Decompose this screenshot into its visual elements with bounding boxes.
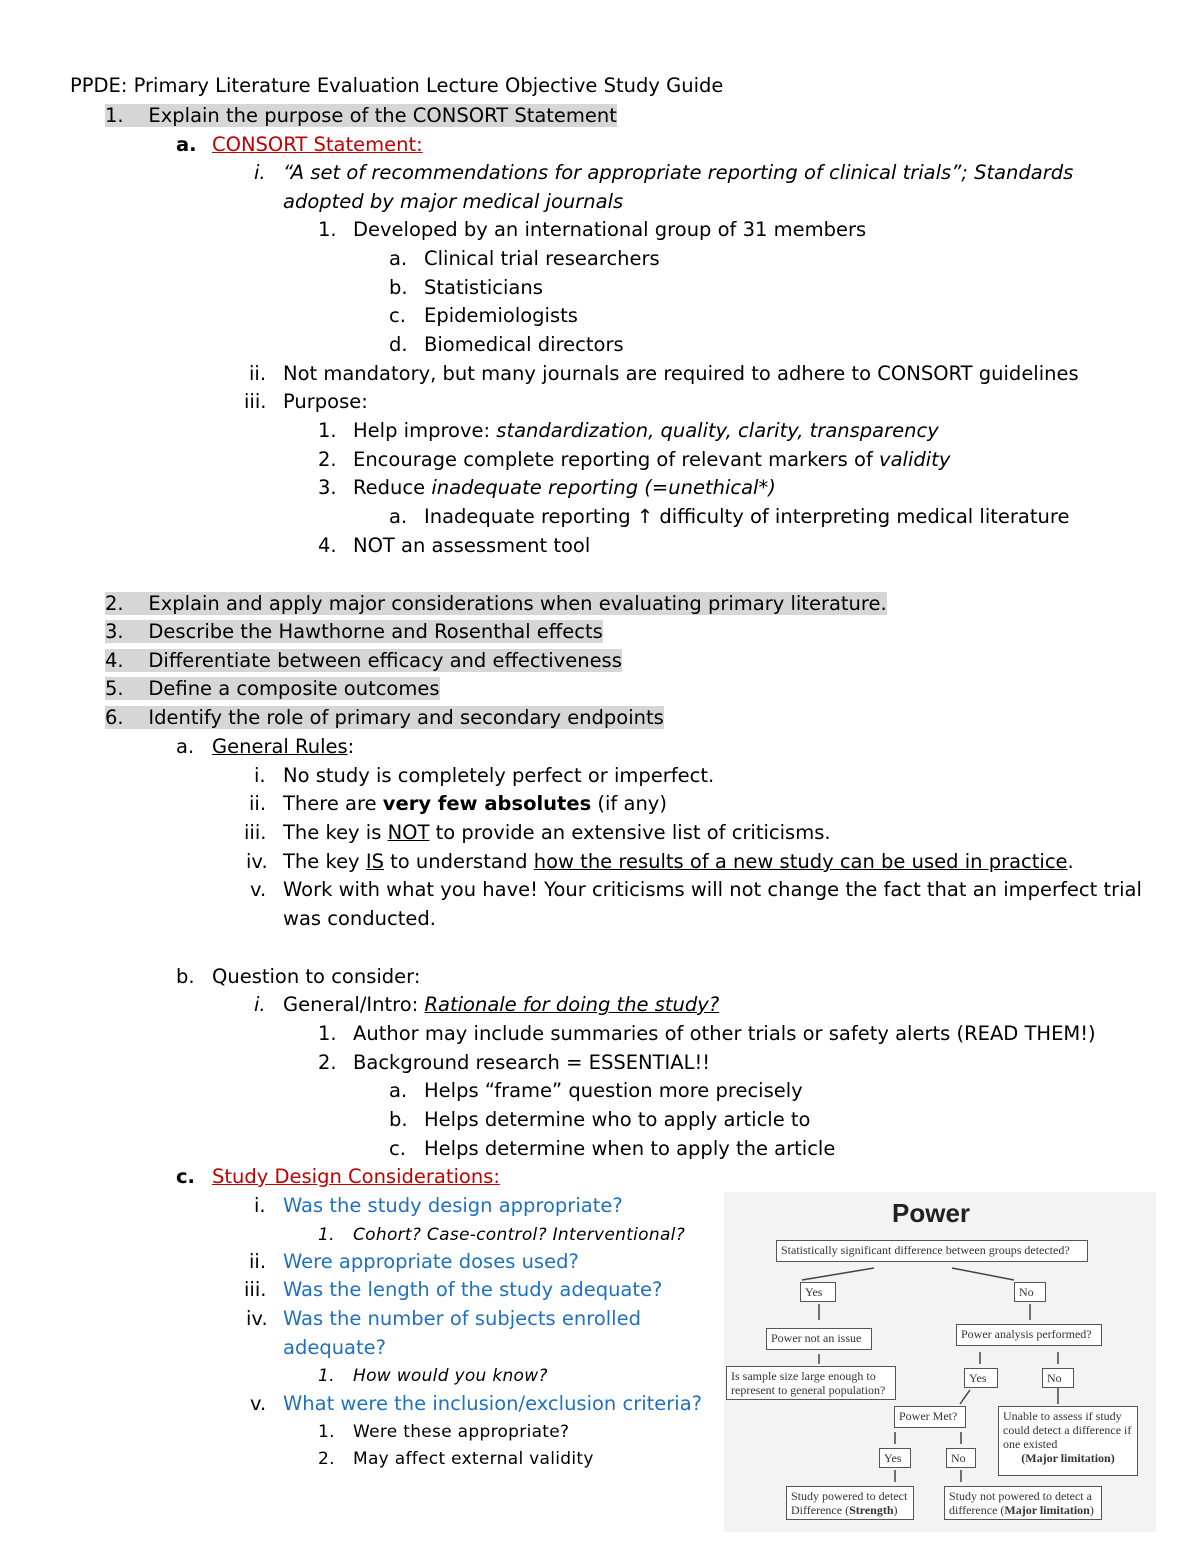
powered-strength: Strength [849,1503,894,1517]
flowchart-yes-2: Yes [964,1368,998,1388]
rule-5-num: v. [250,878,267,901]
purpose-2-italic: validity [879,448,951,471]
design-iii: Was the length of the study adequate? [283,1278,663,1301]
rule-4-period: . [1067,850,1074,873]
design-iv-line1: Was the number of subjects enrolled [283,1307,641,1330]
purpose-3-num: 3. [318,476,337,499]
flowchart-power-analysis: Power analysis performed? [956,1324,1102,1346]
rule-2-a: There are [283,792,383,815]
objective-text: Differentiate between efficacy and effectiveness [148,649,622,672]
flowchart-powered [786,1486,914,1520]
rule-4-c: to understand [383,850,534,873]
design-i: Was the study design appropriate? [283,1194,623,1217]
questions-i-num: i. [254,993,266,1016]
unable-text: Unable to assess if study could detect a difference if one existed [1003,1409,1132,1451]
objective-1 [105,103,617,129]
question-2: Background research = ESSENTIAL!! [353,1051,711,1074]
member-num: c. [389,304,406,327]
design-label: Study Design Considerations: [212,1165,500,1188]
rule-3 [283,820,831,846]
objective-text: Explain and apply major considerations when evaluating primary literature. [148,592,887,615]
member-num: b. [389,276,408,299]
purpose-3-italic: inadequate reporting (=unethical*) [431,476,776,499]
consort-label: CONSORT Statement: [212,133,423,156]
design-iv-line2: adequate? [283,1336,387,1359]
design-v: What were the inclusion/exclusion criteria? [283,1392,703,1415]
rule-4-is: IS [365,850,384,873]
flowchart-yes-3: Yes [879,1448,911,1468]
consort-ii-text: Not mandatory, but many journals are required to adhere to CONSORT guidelines [283,362,1079,385]
rule-4-a: The key [283,850,366,873]
objective-6 [105,705,664,731]
objective-2 [105,591,887,617]
purpose-1-italic: standardization, quality, clarity, transparency [496,419,939,442]
objective-number: 4. [105,649,124,672]
developed-text: Developed by an international group of 31 members [353,218,867,241]
consort-label-num: a. [176,133,197,156]
design-iv-num: iv. [246,1307,268,1330]
question-sub-num: c. [389,1137,406,1160]
not-powered-c: ) [1089,1503,1094,1517]
questions-i-italic: Rationale for doing the study? [424,993,720,1016]
objective-text: Explain the purpose of the CONSORT Statement [148,104,617,127]
rule-1: No study is completely perfect or imperfect. [283,764,715,787]
questions-num: b. [176,965,195,988]
purpose-3-lead: Reduce [353,476,432,499]
consort-iii-num: iii. [244,390,267,413]
rule-2-c: (if any) [591,792,667,815]
flowchart-no-2: No [1042,1368,1074,1388]
member-item: Epidemiologists [424,304,578,327]
design-ii: Were appropriate doses used? [283,1250,579,1273]
objective-number: 5. [105,677,124,700]
objective-text: Describe the Hawthorne and Rosenthal effects [148,620,603,643]
objective-5 [105,676,440,702]
flowchart-title: Power [892,1198,971,1228]
flowchart-no-3: No [946,1448,976,1468]
rule-4-underline: how the results of a new study can be used in practice [533,850,1068,873]
rule-4 [283,849,1074,875]
design-ii-num: ii. [249,1250,267,1273]
purpose-2 [353,447,950,473]
purpose-1-lead: Help improve: [353,419,497,442]
rules-label: General Rules [212,735,348,758]
design-v1-num: 1. [318,1422,335,1442]
design-iv1-num: 1. [318,1366,335,1386]
member-item: Statisticians [424,276,543,299]
rules-colon: : [347,735,355,758]
consort-iii-text: Purpose: [283,390,368,413]
flowchart-top-question: Statistically significant difference between groups detected? [776,1240,1088,1262]
developed-num: 1. [318,218,337,241]
member-item: Clinical trial researchers [424,247,660,270]
question-sub-num: a. [389,1079,408,1102]
consort-i-num: i. [254,161,266,184]
rules-heading [212,734,354,760]
not-powered-a: Study not powered to detect a difference ( [949,1489,1092,1517]
objective-4 [105,648,622,674]
design-v1: Were these appropriate? [353,1422,570,1442]
member-num: a. [389,247,408,270]
unable-major: (Major limitation) [1021,1451,1115,1465]
purpose-2-num: 2. [318,448,337,471]
design-v2: May affect external validity [353,1449,594,1469]
design-iii-num: iii. [244,1278,267,1301]
powered-a: Study powered to detect Difference ( [791,1489,908,1517]
purpose-2-lead: Encourage complete reporting of relevant markers of [353,448,880,471]
design-i1-num: 1. [318,1225,335,1245]
design-i-num: i. [254,1194,266,1217]
design-iv1: How would you know? [353,1366,548,1386]
rule-2-bold: very few absolutes [382,792,592,815]
flowchart-unable-assess [998,1406,1138,1476]
question-sub: Helps determine when to apply the article [424,1137,836,1160]
flowchart-yes-1: Yes [800,1282,836,1302]
consort-definition-line1: “A set of recommendations for appropriate reporting of clinical trials”; Standards [283,161,1074,184]
purpose-1 [353,418,939,444]
question-sub: Helps “frame” question more precisely [424,1079,803,1102]
rule-4-num: iv. [246,850,268,873]
questions-label: Question to consider: [212,965,421,988]
objective-text: Define a composite outcomes [148,677,440,700]
flowchart-not-powered [944,1486,1102,1520]
flowchart-no-1: No [1014,1282,1046,1302]
consort-ii-num: ii. [249,362,267,385]
flowchart-sample-size: Is sample size large enough to represent to general population? [726,1366,896,1400]
rule-5-line2: was conducted. [283,907,436,930]
rule-3-c: to provide an extensive list of criticisms. [429,821,831,844]
question-sub-num: b. [389,1108,408,1131]
purpose-1-num: 1. [318,419,337,442]
purpose-4-num: 4. [318,534,337,557]
member-num: d. [389,333,408,356]
consort-definition-line2: adopted by major medical journals [283,190,624,213]
powered-c: ) [893,1503,898,1517]
flowchart-power-not-issue: Power not an issue [766,1328,872,1350]
objective-text: Identify the role of primary and secondary endpoints [148,706,664,729]
purpose-3a-num: a. [389,505,408,528]
design-i1: Cohort? Case-control? Interventional? [353,1225,686,1245]
question-sub: Helps determine who to apply article to [424,1108,811,1131]
rule-1-num: i. [254,764,266,787]
flowchart-power-met: Power Met? [894,1406,966,1428]
design-v-num: v. [250,1392,267,1415]
question-2-num: 2. [318,1051,337,1074]
rule-5-line1: Work with what you have! Your criticisms will not change the fact that an imperfect trial [283,878,1142,901]
rule-3-a: The key is [283,821,388,844]
question-1-num: 1. [318,1022,337,1045]
page-title: PPDE: Primary Literature Evaluation Lecture Objective Study Guide [70,74,724,97]
questions-i [283,992,719,1018]
not-powered-major: Major limitation [1004,1503,1090,1517]
questions-i-lead: General/Intro: [283,993,425,1016]
rules-num: a. [176,735,195,758]
objective-number: 3. [105,620,124,643]
objective-number: 6. [105,706,124,729]
power-flowchart [724,1192,1156,1532]
rule-3-num: iii. [244,821,267,844]
purpose-3a: Inadequate reporting ↑ difficulty of interpreting medical literature [424,505,1070,528]
design-num: c. [176,1165,195,1188]
rule-2 [283,791,667,817]
objective-number: 1. [105,104,124,127]
objective-3 [105,619,603,645]
member-item: Biomedical directors [424,333,624,356]
question-1: Author may include summaries of other trials or safety alerts (READ THEM!) [353,1022,1096,1045]
objective-number: 2. [105,592,124,615]
purpose-3 [353,475,776,501]
rule-2-num: ii. [249,792,267,815]
purpose-4: NOT an assessment tool [353,534,591,557]
rule-3-underline: NOT [387,821,430,844]
design-v2-num: 2. [318,1449,335,1469]
